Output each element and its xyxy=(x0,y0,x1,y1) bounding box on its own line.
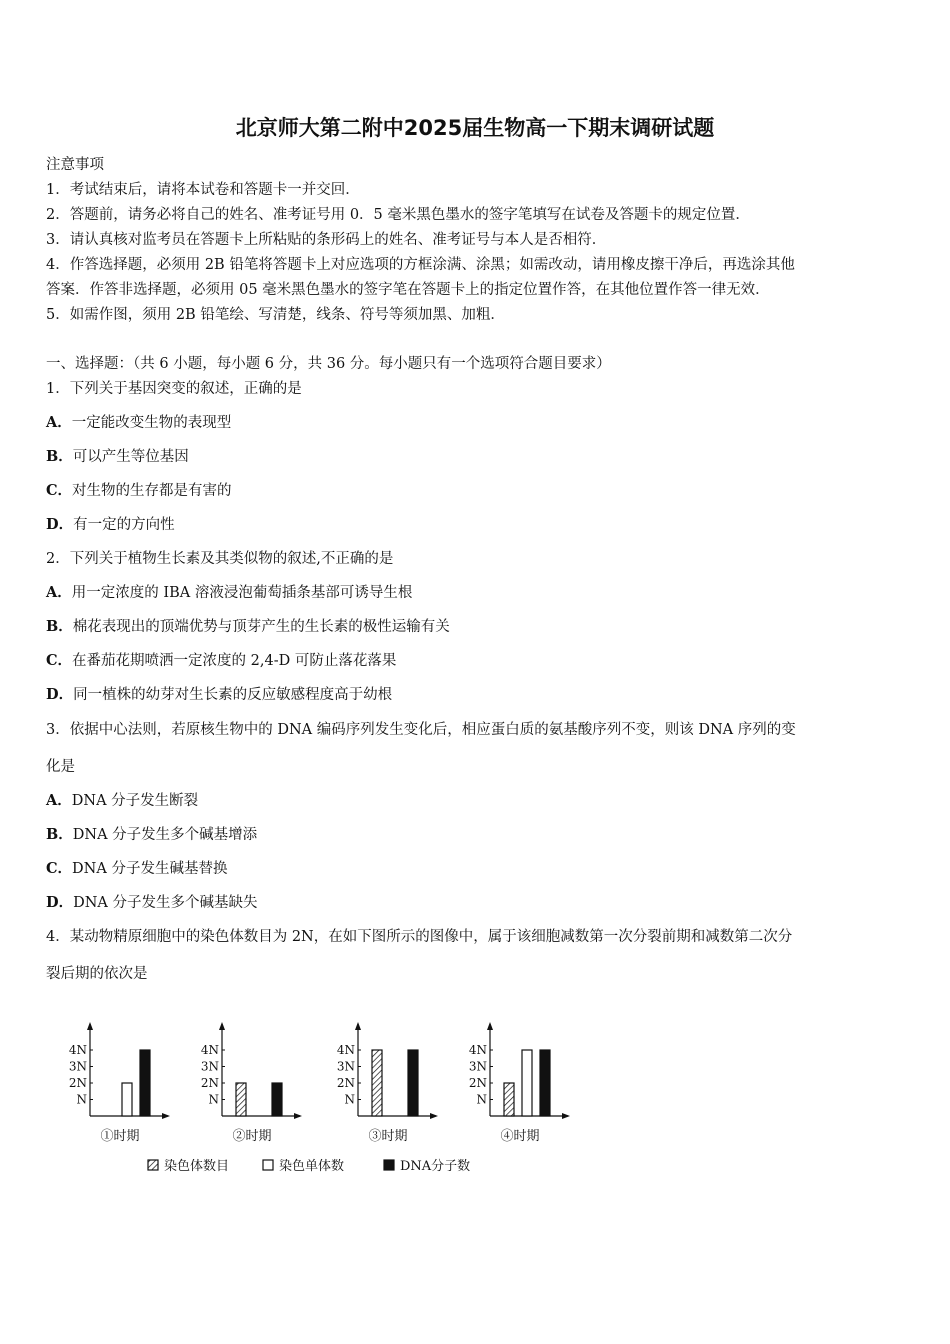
option-a: A．DNA 分子发生断裂 xyxy=(46,792,199,809)
panel-label: ④时期 xyxy=(500,1129,540,1144)
legend-label: 染色体数目 xyxy=(164,1159,230,1174)
y-tick-label: 2N xyxy=(68,1076,87,1090)
bar-chromosomes xyxy=(504,1083,514,1116)
legend-swatch xyxy=(263,1160,273,1170)
y-tick-label: 3N xyxy=(468,1059,487,1074)
option-d: D．有一定的方向性 xyxy=(46,516,175,533)
question-stem-cont: 裂后期的依次是 xyxy=(46,966,148,982)
y-axis-arrow xyxy=(487,1022,493,1030)
option-c: C．DNA 分子发生碱基替换 xyxy=(46,860,228,877)
y-axis-arrow xyxy=(87,1022,93,1030)
bar-chromatids xyxy=(522,1050,532,1116)
y-tick-label: N xyxy=(476,1092,487,1107)
y-tick-label: 4N xyxy=(200,1043,219,1057)
bar-chromosomes xyxy=(372,1050,382,1116)
question-stem: 4．某动物精原细胞中的染色体数目为 2N，在如下图所示的图像中，属于该细胞减数第一次分裂前期和减数第二次分 xyxy=(46,929,793,945)
y-axis-arrow xyxy=(355,1022,361,1030)
panel-label: ③时期 xyxy=(368,1129,408,1144)
legend-swatch xyxy=(148,1160,158,1170)
legend-label: 染色单体数 xyxy=(279,1159,345,1174)
question-stem: 2．下列关于植物生长素及其类似物的叙述,不正确的是 xyxy=(46,551,394,567)
legend-label: DNA分子数 xyxy=(400,1159,471,1174)
option-d: D．DNA 分子发生多个碱基缺失 xyxy=(46,894,258,911)
bar-chromatids xyxy=(122,1083,132,1116)
option-c: C．在番茄花期喷洒一定浓度的 2,4-D 可防止落花落果 xyxy=(46,652,397,669)
bar-dna xyxy=(408,1050,418,1116)
page-title: 北京师大第二附中2025届生物高一下期末调研试题 xyxy=(235,116,715,140)
bar-dna xyxy=(540,1050,550,1116)
notice-item: 3．请认真核对监考员在答题卡上所粘贴的条形码上的姓名、准考证号与本人是否相符． xyxy=(46,232,607,248)
y-tick-label: 3N xyxy=(336,1059,355,1074)
option-b: B．可以产生等位基因 xyxy=(46,448,189,465)
x-axis-arrow xyxy=(294,1113,302,1119)
bar-dna xyxy=(272,1083,282,1116)
y-tick-label: 4N xyxy=(468,1043,487,1057)
option-a: A．用一定浓度的 IBA 溶液浸泡葡萄插条基部可诱导生根 xyxy=(46,584,413,601)
notice-item: 1．考试结束后，请将本试卷和答题卡一并交回． xyxy=(46,182,360,198)
y-tick-label: 3N xyxy=(200,1059,219,1074)
question-stem-cont: 化是 xyxy=(46,759,75,775)
x-axis-arrow xyxy=(430,1113,438,1119)
option-c: C．对生物的生存都是有害的 xyxy=(46,482,232,499)
y-tick-label: N xyxy=(344,1092,355,1107)
question-stem: 3．依据中心法则，若原核生物中的 DNA 编码序列发生变化后，相应蛋白质的氨基酸序列不变，则该 DNA 序列的变 xyxy=(46,722,796,738)
y-tick-label: N xyxy=(208,1092,219,1107)
option-b: B．棉花表现出的顶端优势与顶芽产生的生长素的极性运输有关 xyxy=(46,618,450,635)
y-axis-arrow xyxy=(219,1022,225,1030)
option-d: D．同一植株的幼芽对生长素的反应敏感程度高于幼根 xyxy=(46,686,393,703)
panel-label: ①时期 xyxy=(100,1129,140,1144)
notice-item: 答案．作答非选择题，必须用 05 毫米黑色墨水的签字笔在答题卡上的指定位置作答，在其他位置作答一律无效． xyxy=(46,282,770,298)
y-tick-label: 2N xyxy=(336,1076,355,1090)
bar-chromosomes xyxy=(236,1083,246,1116)
option-b: B．DNA 分子发生多个碱基增添 xyxy=(46,826,258,843)
option-a: A．一定能改变生物的表现型 xyxy=(46,414,232,431)
x-axis-arrow xyxy=(562,1113,570,1119)
notice-heading: 注意事项 xyxy=(46,157,104,173)
notice-item: 5．如需作图，须用 2B 铅笔绘、写清楚，线条、符号等须加黑、加粗． xyxy=(46,307,505,323)
question-stem: 1．下列关于基因突变的叙述，正确的是 xyxy=(46,381,302,397)
y-tick-label: 4N xyxy=(336,1043,355,1057)
legend-swatch xyxy=(384,1160,394,1170)
y-tick-label: 2N xyxy=(200,1076,219,1090)
y-tick-label: 3N xyxy=(68,1059,87,1074)
y-tick-label: 2N xyxy=(468,1076,487,1090)
panel-label: ②时期 xyxy=(232,1129,272,1144)
y-tick-label: N xyxy=(76,1092,87,1107)
chromosome-bar-charts xyxy=(0,1010,950,1210)
section-heading: 一、选择题：（共 6 小题，每小题 6 分，共 36 分。每小题只有一个选项符合题目要求） xyxy=(46,356,611,372)
y-tick-label: 4N xyxy=(68,1043,87,1057)
bar-dna xyxy=(140,1050,150,1116)
notice-item: 4．作答选择题，必须用 2B 铅笔将答题卡上对应选项的方框涂满、涂黑；如需改动，请用橡皮擦干净后，再选涂其他 xyxy=(46,257,795,273)
x-axis-arrow xyxy=(162,1113,170,1119)
notice-item: 2．答题前，请务必将自己的姓名、准考证号用 0．5 毫米黑色墨水的签字笔填写在试卷及答题卡的规定位置． xyxy=(46,207,750,223)
